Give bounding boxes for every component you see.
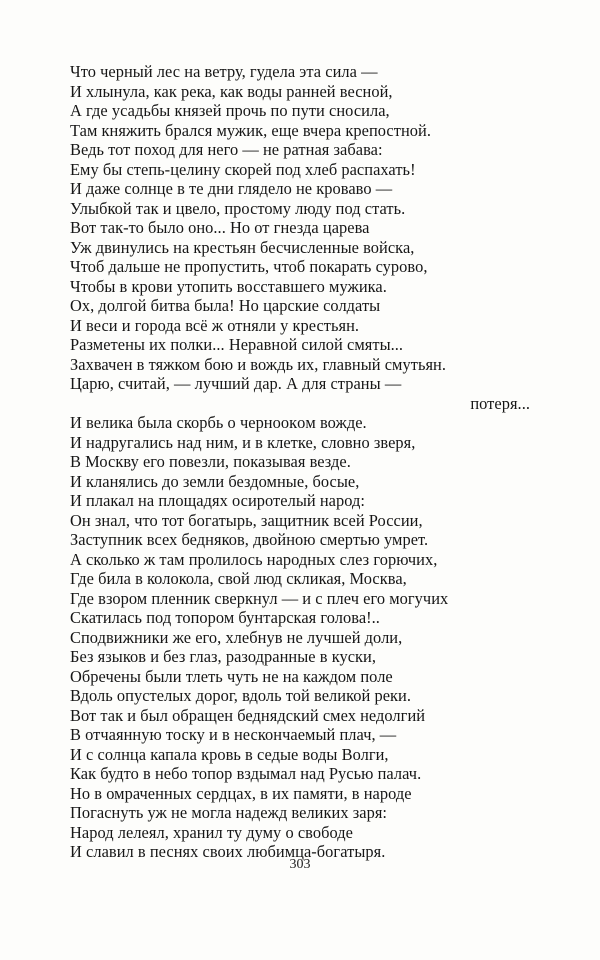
poem-line: Погаснуть уж не могла надежд великих заря:: [70, 803, 388, 822]
page-number: 303: [289, 857, 311, 872]
poem-line: Обречены были тлеть чуть не на каждом поле: [70, 666, 393, 686]
poem-line: И с солнца капала кровь в седые воды Волги,: [70, 744, 389, 764]
poem-line: И веси и города всё ж отняли у крестьян.: [70, 315, 360, 335]
poem-line: Чтоб дальше не пропустить, чтоб покарать сурово,: [70, 257, 428, 276]
poem-line: Скатилась под топором бунтарская голова!..: [70, 608, 380, 627]
poem-line: И надругались над ним, и в клетке, словно зверя,: [70, 432, 416, 452]
poem-line: Вдоль опустелых дорог, вдоль той великой реки.: [70, 686, 412, 705]
poem-line: А где усадьбы князей прочь по пути сносила,: [70, 101, 390, 120]
poem-line: Ему бы степь-целину скорей под хлеб распахать!: [70, 159, 416, 179]
poem-line: И плакал на площадях осиротелый народ:: [70, 491, 366, 510]
poem-line: Царю, считай, — лучший дар. А для страны —: [70, 374, 402, 393]
poem-line: Сподвижники же его, хлебнув не лучшей доли,: [70, 627, 403, 647]
poem-line: Где взором пленник сверкнул — и с плеч его могучих: [70, 588, 449, 608]
poem-line: А сколько ж там пролилось народных слез горючих,: [70, 549, 438, 569]
poem-line: Ох, долгой битва была! Но царские солдаты: [70, 296, 381, 315]
poem-line: Что черный лес на ветру, гудела эта сила —: [70, 62, 378, 81]
poem-line: В отчаянную тоску и в нескончаемый плач, —: [70, 725, 397, 744]
poem-text: [70, 62, 530, 862]
poem-line: Без языков и без глаз, разодранные в куски,: [70, 647, 377, 666]
poem-line: И велика была скорбь о черноокoм вожде.: [70, 413, 367, 432]
poem-line: Вот так и был обращен беднядский смех недолгий: [70, 705, 426, 725]
poem-line: Но в омраченных сердцах, в их памяти, в народе: [70, 783, 412, 803]
poem-line: Ведь тот поход для него — не ратная забава:: [70, 140, 383, 159]
poem-line: Там княжить брался мужик, еще вчера крепостной.: [70, 120, 432, 140]
poem-line: Он знал, что тот богатырь, защитник всей России,: [70, 510, 423, 530]
poem-line: Разметены их полки... Неравной силой смяты...: [70, 335, 404, 354]
poem-line: Улыбкой так и цвело, простому люду под стать.: [70, 198, 406, 218]
poem-line-tail: потеря...: [470, 393, 530, 413]
poem-line: И даже солнце в те дни глядело не кроваво —: [70, 179, 393, 198]
poem-line: Уж двинулись на крестьян бесчисленные войска,: [70, 237, 415, 257]
poem-line: И хлынула, как река, как воды ранней весной,: [70, 81, 393, 101]
poem-line: Где била в колокола, свой люд скликая, Москва,: [70, 569, 407, 588]
poem-line: И кланялись до земли бездомные, босые,: [70, 471, 360, 491]
poem-line: Вот так-то было оно... Но от гнезда царева: [70, 218, 370, 237]
poem-line: Народ лелеял, хранил ту думу о свободе: [70, 822, 353, 842]
poem-line: Чтобы в крови утопить восставшего мужика.: [70, 276, 387, 296]
poem-line: И славил в песнях своих любимца-богатыря.: [70, 842, 386, 861]
poem-line: Захвачен в тяжком бою и вождь их, главный смутьян.: [70, 354, 447, 374]
poem-line: Как будто в небо топор вздымал над Русью палач.: [70, 764, 422, 783]
poem-line: В Москву его повезли, показывая везде.: [70, 452, 351, 471]
poem-line: Заступник всех бедняков, двойною смертью умрет.: [70, 530, 429, 549]
